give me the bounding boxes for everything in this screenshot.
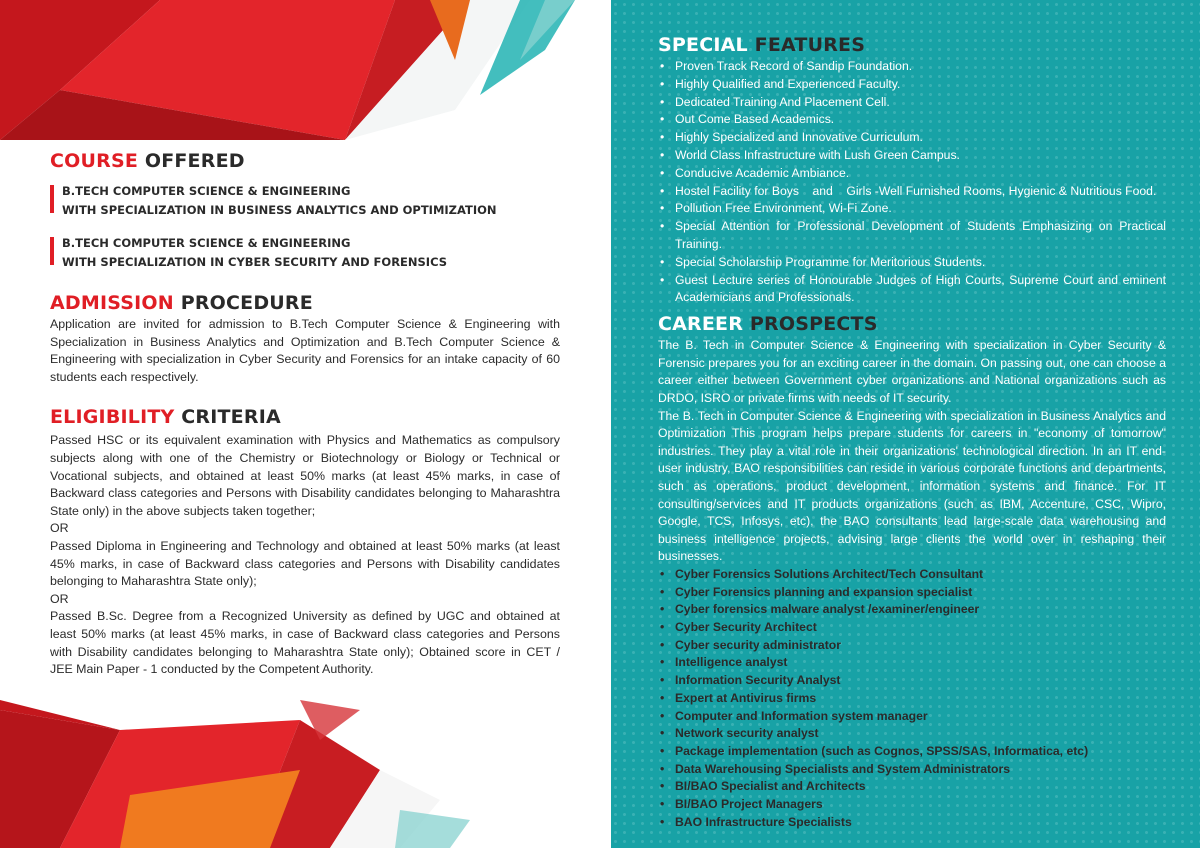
list-item: • Intelligence analyst: [658, 654, 1166, 672]
list-item: • Conducive Academic Ambiance.: [658, 165, 1166, 183]
list-item: • Computer and Information system manager: [658, 708, 1166, 726]
list-item: • Guest Lecture series of Honourable Judges of High Courts, Supreme Court and eminent Academicians and Professionals.: [658, 272, 1166, 308]
career-bao-text: The B. Tech in Computer Science & Engineering with specialization in Business Analytics and Optimization This program helps prepare students for careers in "economy of tomorrow" industries. They play a vital role in their organizations' technological direction. In an IT end-user industry, BAO responsibilities can reside in various corporate functions and departments, such as operations, product development, information systems and finance. For IT consulting/services and IT products organizations (such as IBM, Accenture, CSC, Wipro, Google, TCS, Infosys, etc), the BAO consultants lead large-scale data warehousing and business intelligence projects, advising large clients the world over in reshaping their businesses.: [658, 408, 1166, 564]
course-item-bao: [50, 182, 560, 220]
list-item: • Highly Specialized and Innovative Curriculum.: [658, 129, 1166, 147]
list-item: • BAO Infrastructure Specialists: [658, 814, 1166, 832]
list-item: • Highly Qualified and Experienced Faculty.: [658, 76, 1166, 94]
special-features-list: [658, 58, 1166, 307]
list-item: • Hostel Facility for Boys and Girls -Well Furnished Rooms, Hygienic & Nutritious Food.: [658, 183, 1166, 201]
list-item: • Cyber Security Architect: [658, 619, 1166, 637]
list-item: • Package implementation (such as Cognos, SPSS/SAS, Informatica, etc): [658, 743, 1166, 761]
eligibility-hsc: Passed HSC or its equivalent examination with Physics and Mathematics as compulsory subjects along with one of the Chemistry or Biotechnology or Biology or Technical or Vocational subjects, and obtained at least 50% marks (at least 45% marks, in case of Backward class categories and Persons with Disability candidates belonging to Maharashtra State only) in the above subjects taken together;: [50, 433, 560, 518]
career-jobs-list: [658, 566, 1166, 832]
eligibility-criteria-heading: ELIGIBILITY CRITERIA: [50, 406, 281, 429]
career-cyber-text: The B. Tech in Computer Science & Engineering with specialization in Cyber Security & Forensic prepares you for an exciting career in the domain. On passing out, one can choose a career either between Government cyber organizations and National organizations such as DRDO, ISRO or private firms with needs of IT security.: [658, 338, 1166, 405]
left-content: [50, 150, 560, 679]
top-decoration-graphic: [0, 0, 611, 140]
list-item: • BI/BAO Project Managers: [658, 796, 1166, 814]
course-offered-heading: COURSE OFFERED: [50, 150, 245, 172]
list-item: • Pollution Free Environment, Wi-Fi Zone.: [658, 200, 1166, 218]
list-item: • Expert at Antivirus firms: [658, 690, 1166, 708]
list-item: • Cyber forensics malware analyst /examiner/engineer: [658, 601, 1166, 619]
eligibility-or: OR: [50, 591, 69, 606]
list-item: • Cyber security administrator: [658, 637, 1166, 655]
bottom-decoration-graphic: [0, 700, 611, 848]
list-item: • Out Come Based Academics.: [658, 111, 1166, 129]
right-panel: [611, 0, 1200, 848]
eligibility-or: OR: [50, 521, 69, 536]
admission-procedure-heading: ADMISSION PROCEDURE: [50, 292, 313, 314]
eligibility-bsc: Passed B.Sc. Degree from a Recognized University as defined by UGC and obtained at least 50% marks (at least 45% marks, in case of Backward class categories and Persons with Disability candidates belonging to Maharashtra State only); Obtained score in CET / JEE Main Paper - 1 conducted by the Competent Authority.: [50, 609, 560, 677]
admission-text: Application are invited for admission to B.Tech Computer Science & Engineering with Specialization in Business Analytics and Optimization and B.Tech Computer Science & Engineering with specialization in Cyber Security and Forensics for an intake capacity of 60 students each respectively.: [50, 317, 560, 384]
special-features-heading: SPECIAL FEATURES: [658, 34, 866, 56]
list-item: • Special Scholarship Programme for Meritorious Students.: [658, 254, 1166, 272]
list-item: • BI/BAO Specialist and Architects: [658, 778, 1166, 796]
course-specialization: WITH SPECIALIZATION IN CYBER SECURITY AND FORENSICS: [62, 255, 448, 269]
list-item: • Information Security Analyst: [658, 672, 1166, 690]
list-item: • Special Attention for Professional Development of Students Emphasizing on Practical Training.: [658, 218, 1166, 254]
right-content: [658, 34, 1166, 831]
course-name: B.TECH COMPUTER SCIENCE & ENGINEERING: [62, 184, 351, 198]
list-item: • Dedicated Training And Placement Cell.: [658, 94, 1166, 112]
course-name: B.TECH COMPUTER SCIENCE & ENGINEERING: [62, 236, 351, 250]
list-item: • World Class Infrastructure with Lush Green Campus.: [658, 147, 1166, 165]
list-item: • Proven Track Record of Sandip Foundation.: [658, 58, 1166, 76]
career-prospects-heading: CAREER PROSPECTS: [658, 313, 878, 336]
list-item: • Network security analyst: [658, 725, 1166, 743]
eligibility-diploma: Passed Diploma in Engineering and Technology and obtained at least 50% marks (at least 45% marks, in case of Backward class categories and Persons with Disability candidates belonging to Maharashtra State only);: [50, 538, 560, 589]
list-item: • Cyber Forensics Solutions Architect/Tech Consultant: [658, 566, 1166, 584]
list-item: • Data Warehousing Specialists and System Administrators: [658, 761, 1166, 779]
list-item: • Cyber Forensics planning and expansion specialist: [658, 584, 1166, 602]
course-item-cyber: [50, 234, 560, 272]
course-specialization: WITH SPECIALIZATION IN BUSINESS ANALYTICS AND OPTIMIZATION: [62, 203, 497, 217]
